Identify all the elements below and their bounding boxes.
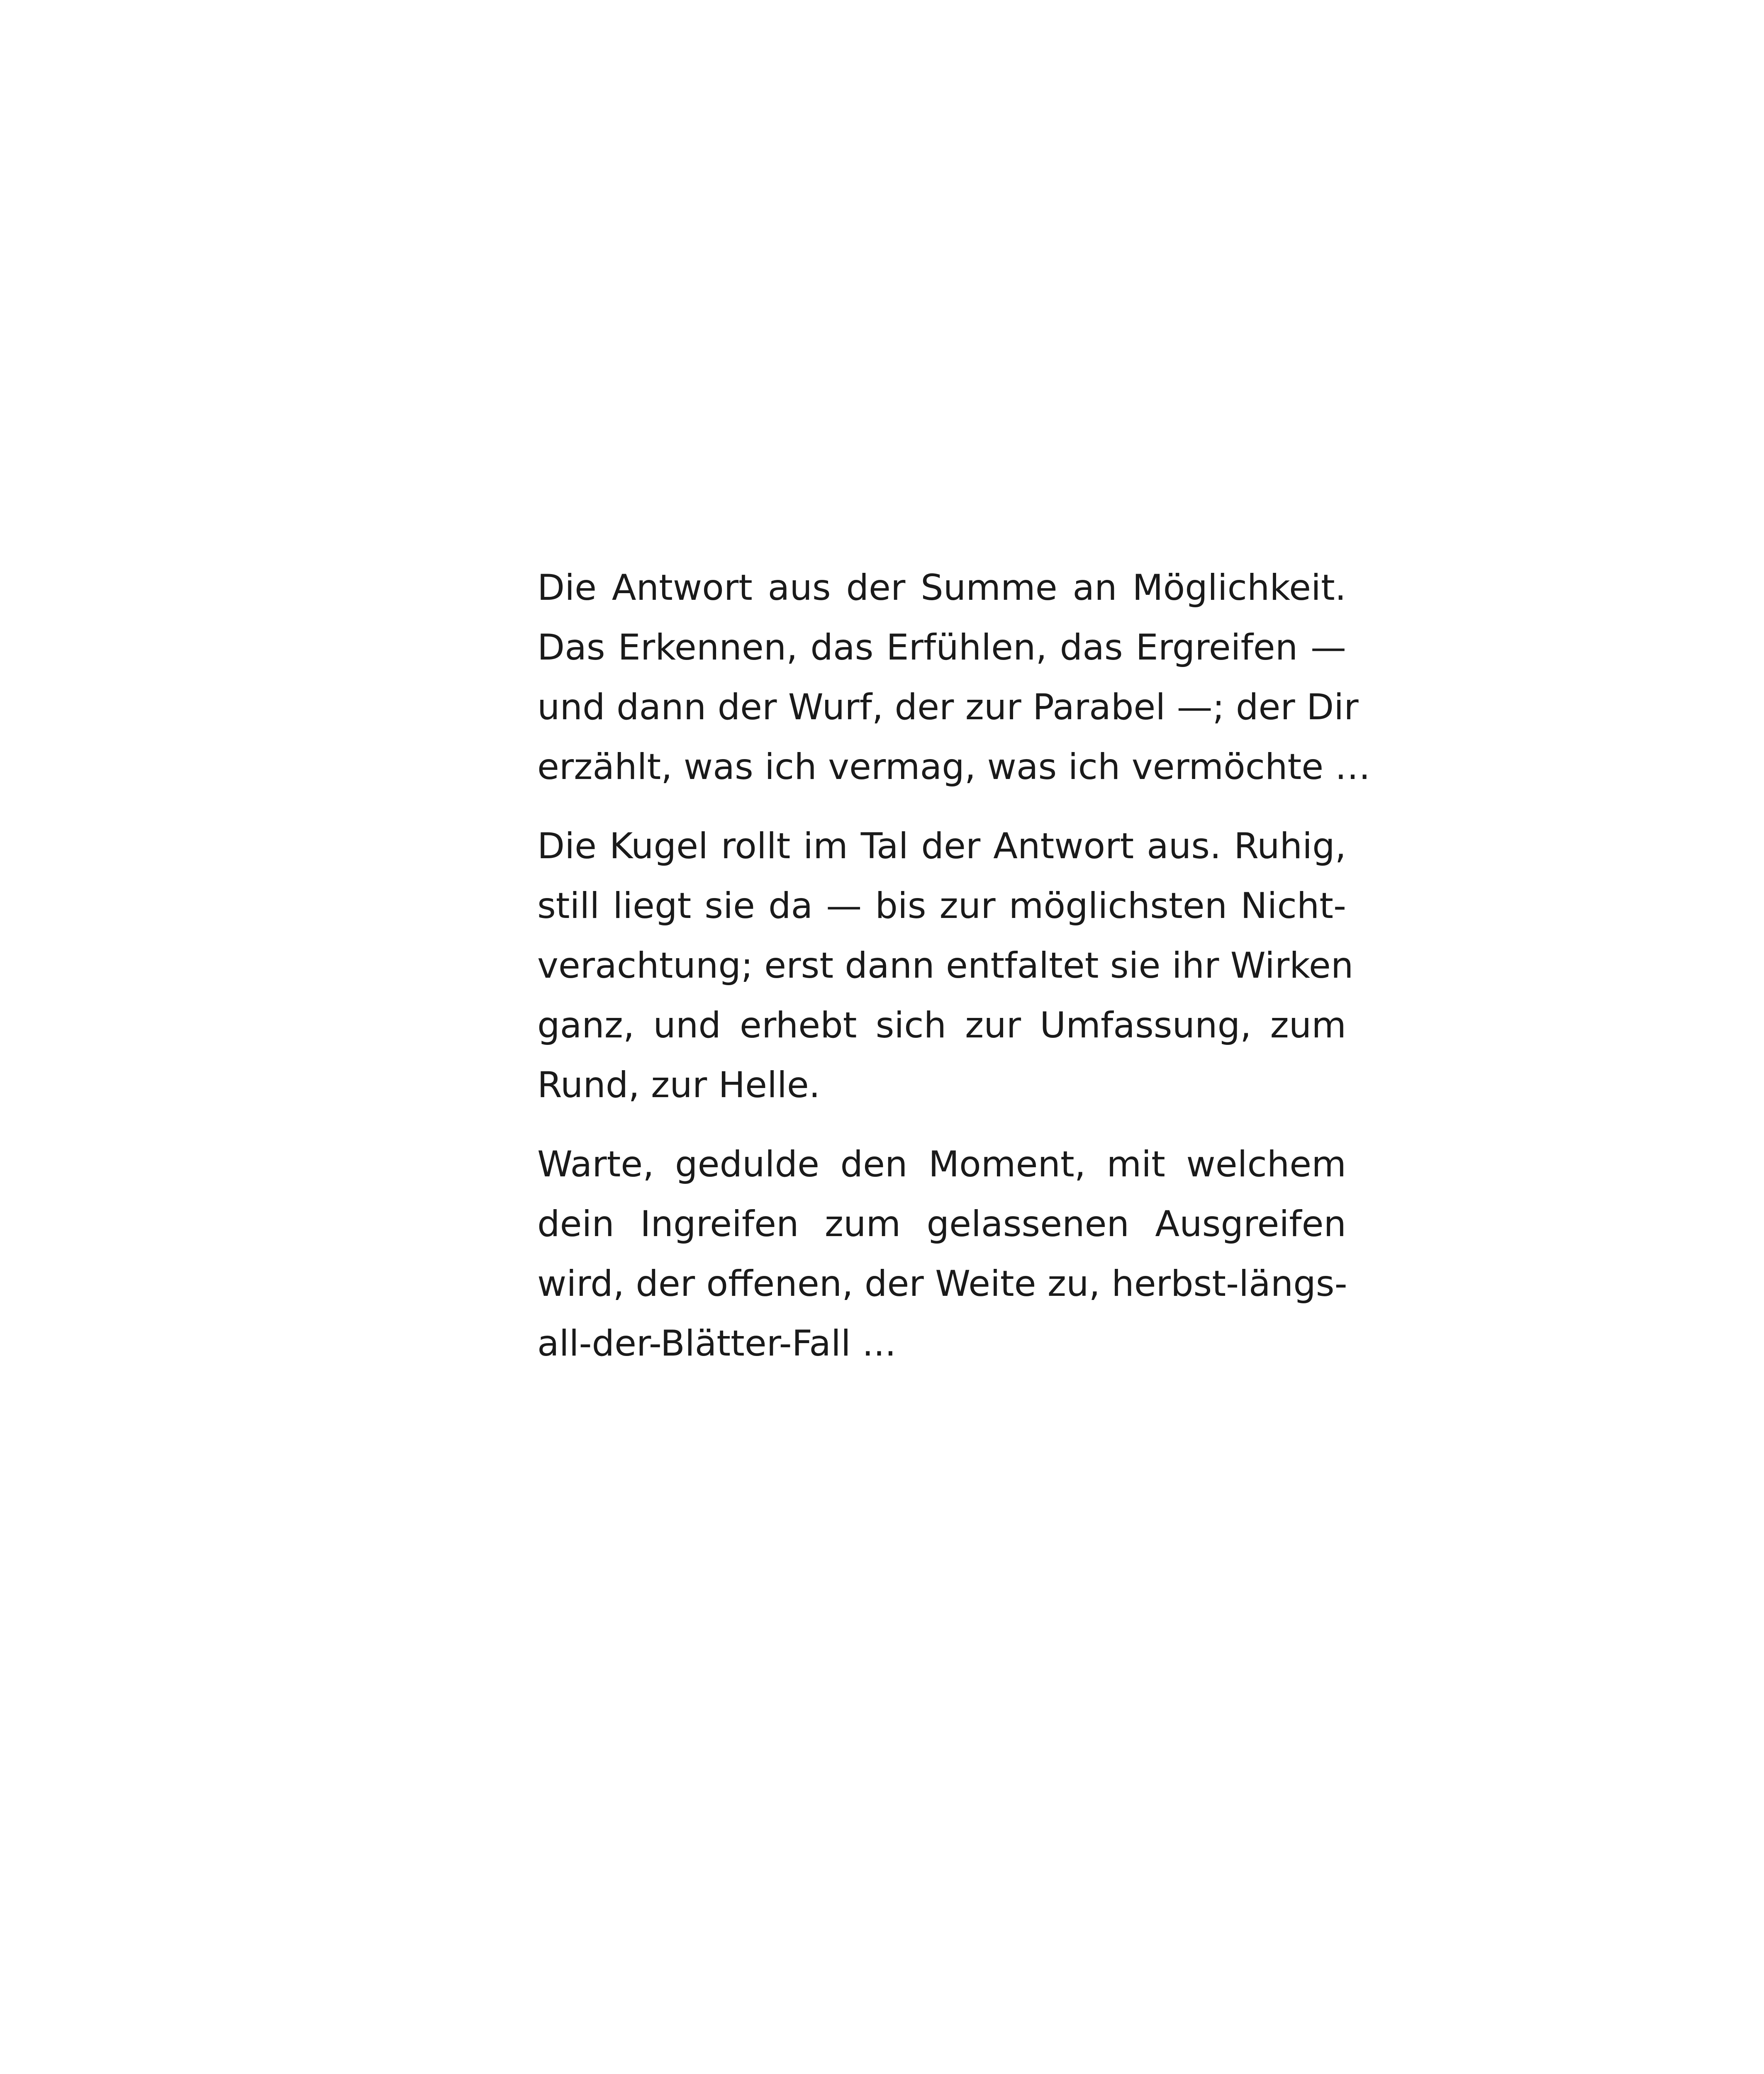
text-line: Die Kugel rollt im Tal der Antwort aus. Ruhig,	[537, 825, 1346, 867]
text-line: erzählt, was ich vermag, was ich vermöchte …	[537, 746, 1371, 788]
text-line: still liegt sie da — bis zur möglichsten Nicht-	[537, 885, 1346, 927]
text-line: dein Ingreifen zum gelassenen Ausgreifen	[537, 1203, 1346, 1245]
text-line: wird, der offenen, der Weite zu, herbst-längs-	[537, 1263, 1347, 1305]
paragraph-1	[537, 558, 1371, 797]
text-line: Das Erkennen, das Erfühlen, das Ergreifen —	[537, 627, 1346, 668]
paragraph-2	[537, 816, 1354, 1115]
text-line: Die Antwort aus der Summe an Möglichkeit.	[537, 567, 1346, 609]
page-number	[0, 2072, 1764, 2074]
body-text	[537, 558, 1371, 1393]
paragraph-3	[537, 1134, 1346, 1373]
text-line: und dann der Wurf, der zur Parabel —; der Dir	[537, 686, 1359, 728]
text-line: all-der-Blätter-Fall ...	[537, 1323, 897, 1364]
text-line: Rund, zur Helle.	[537, 1064, 821, 1106]
text-line: ganz, und erhebt sich zur Umfassung, zum	[537, 1005, 1346, 1046]
text-line: Warte, gedulde den Moment, mit welchem	[537, 1144, 1346, 1185]
text-line: verachtung; erst dann entfaltet sie ihr Wirken	[537, 945, 1354, 986]
